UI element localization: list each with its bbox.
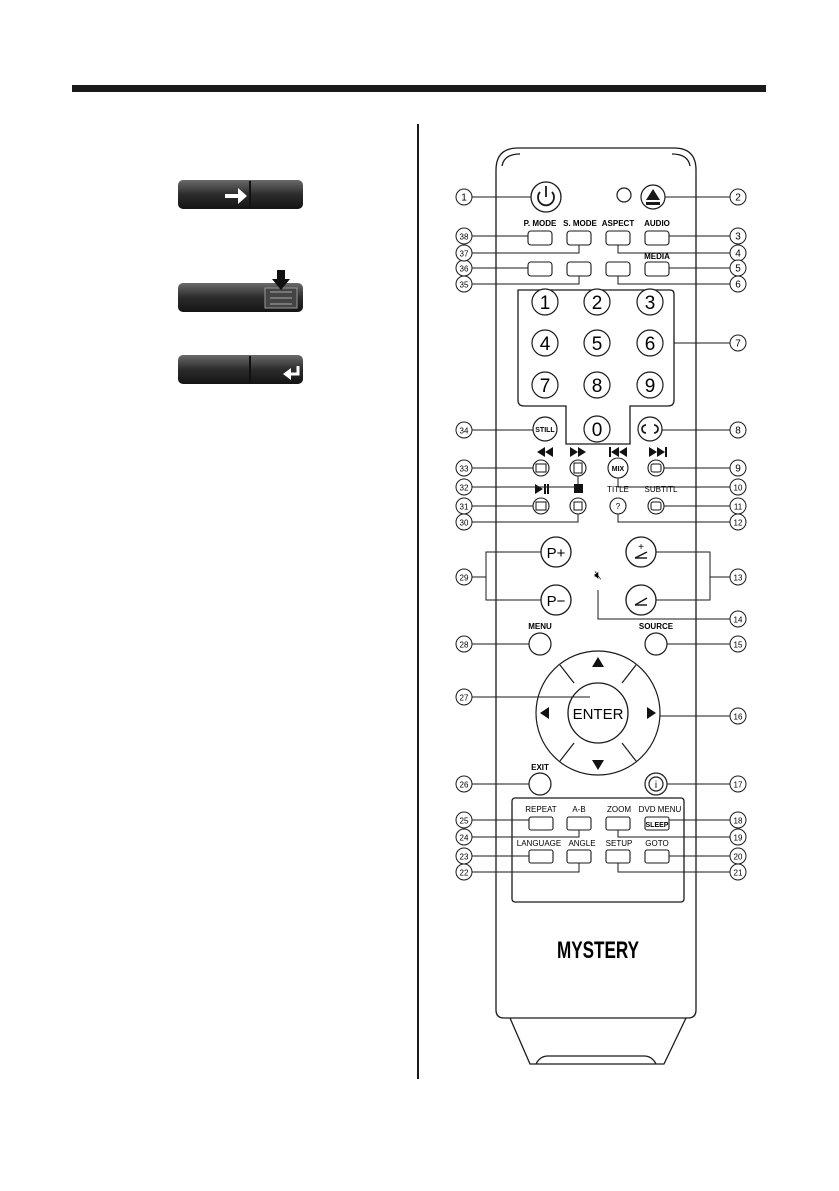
exit-label: EXIT: [531, 763, 549, 772]
aspect-button[interactable]: [606, 231, 630, 245]
callout-leader-line: [486, 577, 541, 600]
mix-label: MIX: [611, 466, 625, 473]
smode-label: S. MODE: [563, 219, 597, 228]
digit-label: 3: [644, 293, 656, 314]
callout-number: [456, 636, 472, 652]
callout-number: [730, 479, 746, 495]
callout-number: [456, 514, 472, 530]
channel-down-button[interactable]: [541, 585, 571, 615]
callout-number-label: 25: [459, 816, 469, 826]
callout-number: [456, 460, 472, 476]
size-button[interactable]: [570, 498, 586, 514]
callout-number: [730, 245, 746, 261]
callout-number-label: 32: [459, 483, 469, 493]
callout-leader-line: [618, 830, 730, 837]
subtitle-label: SUBTITL: [644, 485, 678, 494]
callout-number: [730, 611, 746, 627]
brand-logo: MYSTERY: [557, 937, 639, 964]
callout-number: [730, 276, 746, 292]
callout-number: [456, 498, 472, 514]
callout-number-label: 1: [461, 192, 467, 204]
callout-number-label: 29: [459, 573, 469, 583]
callout-number: [456, 276, 472, 292]
still-label: STILL: [535, 427, 555, 434]
audio-button[interactable]: [645, 231, 669, 245]
callout-number: [730, 189, 746, 205]
power-button[interactable]: [531, 182, 561, 212]
mix-button[interactable]: [608, 458, 628, 478]
callout-number: [730, 829, 746, 845]
digit-button-4[interactable]: [532, 330, 558, 356]
repeat-label: REPEAT: [525, 805, 557, 814]
ab-button[interactable]: [567, 817, 591, 830]
callout-number-label: 16: [733, 712, 743, 722]
callout-number-label: 8: [735, 425, 741, 437]
digit-label: 4: [539, 334, 551, 355]
callout-number: [456, 422, 472, 438]
callout-number: [456, 829, 472, 845]
left-arrow-icon[interactable]: [540, 707, 549, 719]
channel-up-label: P+: [546, 545, 566, 562]
callout-leader-line: [472, 245, 579, 253]
eject-button[interactable]: [641, 185, 665, 209]
callout-number-label: 9: [735, 463, 741, 475]
callout-number-label: 31: [459, 502, 469, 512]
digit-label: 9: [644, 376, 656, 397]
aspect-label: ASPECT: [601, 219, 635, 228]
callout-number-label: 11: [733, 502, 743, 512]
teletext-button[interactable]: [533, 460, 549, 476]
callout-leader-line: [656, 577, 710, 600]
angle-button[interactable]: [567, 850, 591, 863]
digit-button-6[interactable]: [637, 330, 663, 356]
digit-button-0[interactable]: [584, 416, 610, 442]
exit-button[interactable]: [529, 773, 551, 795]
callout-number: [730, 228, 746, 244]
digit-label: 0: [591, 420, 603, 441]
info-button[interactable]: [645, 773, 667, 795]
callout-number: [730, 460, 746, 476]
callout-number-label: 7: [735, 338, 741, 350]
callout-number-label: 10: [733, 483, 743, 493]
digit-button-9[interactable]: [637, 372, 663, 398]
callout-number-label: 33: [459, 464, 469, 474]
callout-number-label: 28: [459, 640, 469, 650]
callout-number-label: 27: [459, 693, 469, 703]
callout-number: [730, 569, 746, 585]
zoom-label: ZOOM: [607, 805, 631, 814]
callout-leader-line: [472, 552, 541, 577]
digit-button-2[interactable]: [584, 289, 610, 315]
sleep-label: SLEEP: [645, 822, 669, 829]
reveal-button[interactable]: [648, 460, 664, 476]
source-button[interactable]: [645, 633, 667, 655]
mute-icon: 🔇︎: [594, 568, 602, 582]
menu-button[interactable]: [529, 633, 551, 655]
digit-label: 2: [591, 293, 603, 314]
callout-number-label: 4: [735, 248, 741, 260]
callout-number: [730, 776, 746, 792]
callout-leader-line: [472, 830, 579, 837]
pmode-button[interactable]: [528, 231, 552, 245]
callout-number: [730, 514, 746, 530]
fast-forward-icon: [570, 447, 586, 457]
digit-button-7[interactable]: [532, 372, 558, 398]
channel-down-label: P−: [546, 593, 566, 610]
source-label: SOURCE: [638, 622, 674, 631]
language-button[interactable]: [529, 850, 553, 863]
callout-number-label: 17: [733, 780, 743, 790]
digit-button-1[interactable]: [532, 289, 558, 315]
callout-number-label: 30: [459, 518, 469, 528]
channel-up-button[interactable]: [541, 537, 571, 567]
callout-number-label: 12: [733, 518, 743, 528]
pmode-label: P. MODE: [523, 219, 557, 228]
callout-number: [730, 335, 746, 351]
rewind-icon: [537, 447, 553, 457]
callout-number-label: 3: [735, 231, 741, 243]
callout-number-label: 20: [733, 852, 743, 862]
callout-number: [730, 498, 746, 514]
ab-label: A-B: [572, 805, 586, 814]
callout-number: [456, 479, 472, 495]
callout-number-label: 2: [735, 192, 741, 204]
callout-number-label: 6: [735, 279, 741, 291]
remote-body: [496, 148, 696, 1064]
audio-label: AUDIO: [644, 219, 670, 228]
callout-number: [456, 864, 472, 880]
callout-number-label: 23: [459, 852, 469, 862]
callout-number: [730, 422, 746, 438]
next-track-icon: [649, 447, 667, 457]
angle-label: ANGLE: [568, 839, 596, 848]
callout-number-label: 13: [733, 573, 743, 583]
callout-number-label: 35: [459, 280, 469, 290]
callout-number-label: 34: [459, 426, 469, 436]
right-arrow-icon[interactable]: [647, 707, 656, 719]
callout-number: [730, 812, 746, 828]
smode-button[interactable]: [567, 231, 591, 245]
digit-label: 6: [644, 334, 656, 355]
setup-label: SETUP: [605, 839, 633, 848]
callout-number: [456, 260, 472, 276]
callout-number-label: 14: [733, 615, 743, 625]
title-button[interactable]: [610, 498, 626, 514]
callout-number-label: 24: [459, 833, 469, 843]
digit-label: 5: [591, 334, 603, 355]
callout-number: [456, 228, 472, 244]
callout-leader-line: [472, 863, 579, 872]
hold-button[interactable]: [570, 460, 586, 476]
callout-number: [456, 812, 472, 828]
media-label: MEDIA: [644, 252, 670, 261]
callout-number-label: 21: [733, 868, 743, 878]
menu-label: MENU: [528, 622, 552, 631]
color-button-3[interactable]: [606, 262, 630, 276]
callout-number: [730, 636, 746, 652]
help-icon: ?: [615, 502, 621, 511]
recall-button[interactable]: [638, 417, 662, 441]
callout-leader-line: [618, 276, 730, 284]
callout-leader-line: [618, 245, 730, 253]
digit-button-3[interactable]: [637, 289, 663, 315]
enter-button[interactable]: [568, 683, 628, 743]
digit-label: 8: [591, 376, 603, 397]
title-label: TITLE: [607, 485, 629, 494]
up-arrow-icon[interactable]: [592, 657, 604, 667]
callout-number-label: 18: [733, 816, 743, 826]
callout-number: [730, 708, 746, 724]
callout-number: [456, 245, 472, 261]
info-icon: i: [654, 780, 658, 791]
volume-up-button[interactable]: [626, 537, 656, 567]
callout-number: [730, 864, 746, 880]
digit-label: 1: [539, 293, 551, 314]
callout-number-label: 19: [733, 833, 743, 843]
ir-led: [617, 188, 631, 202]
goto-label: GOTO: [645, 839, 669, 848]
digit-button-5[interactable]: [584, 330, 610, 356]
setup-button[interactable]: [606, 850, 630, 863]
still-button[interactable]: [533, 417, 557, 441]
callout-number-label: 15: [733, 640, 743, 650]
dvd-menu-label: DVD MENU: [638, 805, 682, 814]
callout-leader-line: [618, 514, 730, 522]
callout-number-label: 38: [459, 232, 469, 242]
goto-button[interactable]: [645, 850, 669, 863]
callout-number: [456, 848, 472, 864]
zoom-button[interactable]: [606, 817, 630, 830]
media-button[interactable]: [645, 262, 669, 276]
repeat-button[interactable]: [529, 817, 553, 830]
color-button-1[interactable]: [528, 262, 552, 276]
callout-number: [730, 260, 746, 276]
callout-leader-line: [656, 552, 730, 577]
subtitle-button[interactable]: [648, 498, 664, 514]
callout-number-label: 36: [459, 264, 469, 274]
callout-number: [456, 776, 472, 792]
callout-number-label: 5: [735, 263, 741, 275]
language-label: LANGUAGE: [516, 839, 562, 848]
digit-label: 7: [539, 376, 551, 397]
color-button-2[interactable]: [567, 262, 591, 276]
digit-button-8[interactable]: [584, 372, 610, 398]
callout-leader-line: [472, 476, 578, 487]
down-arrow-icon[interactable]: [592, 760, 604, 770]
callout-number: [730, 848, 746, 864]
callout-leader-line: [472, 276, 579, 284]
prev-track-icon: [609, 447, 627, 457]
callout-number: [456, 189, 472, 205]
enter-label: ENTER: [572, 706, 624, 723]
callout-number-label: 22: [459, 868, 469, 878]
mute-button[interactable]: [594, 568, 602, 582]
subpage-button[interactable]: [533, 498, 549, 514]
callout-leader-line: [472, 514, 578, 522]
volume-down-button[interactable]: [626, 585, 656, 615]
callout-number: [456, 569, 472, 585]
svg-text:+: +: [638, 542, 644, 553]
callout-number-label: 37: [459, 249, 469, 259]
callout-leader-line: [618, 863, 730, 872]
callout-number-label: 26: [459, 780, 469, 790]
play-pause-icon: [535, 484, 549, 494]
callout-number: [456, 689, 472, 705]
